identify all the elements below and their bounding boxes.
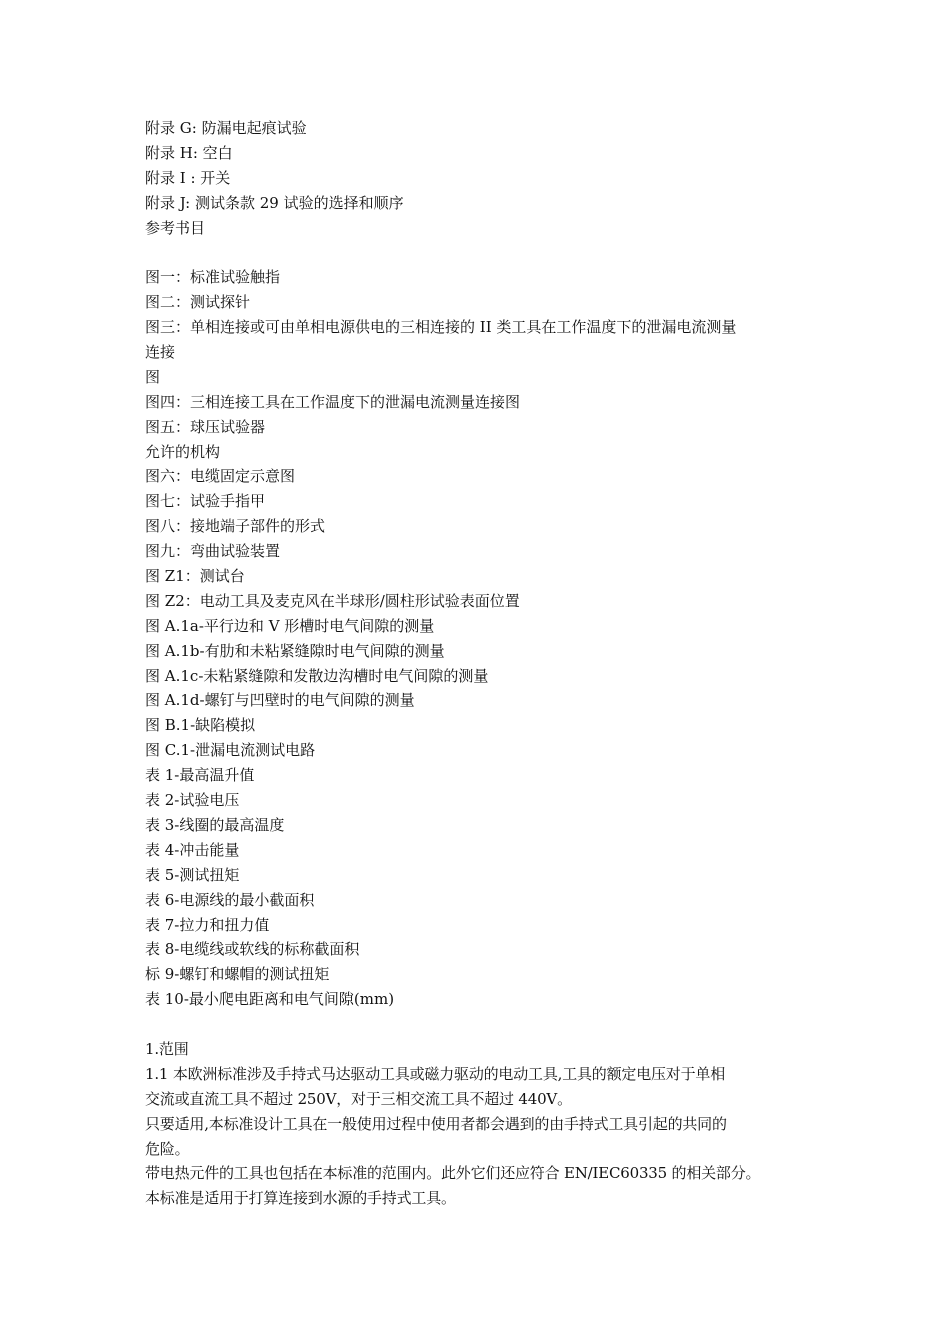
figure-table-list xyxy=(145,265,815,1012)
appendix-item: 附录 H: 空白 xyxy=(145,143,233,162)
appendix-list xyxy=(145,116,815,240)
list-item: 表 1-最高温升值 xyxy=(145,766,255,785)
list-item: 图 xyxy=(145,367,161,386)
list-item: 图 Z1：测试台 xyxy=(145,567,245,586)
scope-section xyxy=(145,1037,815,1211)
list-item: 允许的机构 xyxy=(145,442,221,461)
paragraph-line: 危险。 xyxy=(145,1139,190,1158)
list-item: 图 Z2：电动工具及麦克风在半球形/圆柱形试验表面位置 xyxy=(145,591,520,610)
section-heading: 1.范围 xyxy=(145,1039,189,1058)
list-item: 图 B.1-缺陷模拟 xyxy=(145,716,256,735)
list-item: 图四：三相连接工具在工作温度下的泄漏电流测量连接图 xyxy=(145,392,521,411)
paragraph-line: 本标准是适用于打算连接到水源的手持式工具。 xyxy=(145,1189,456,1208)
spacer xyxy=(145,240,815,265)
list-item: 图一：标准试验触指 xyxy=(145,268,281,287)
list-item: 表 7-拉力和扭力值 xyxy=(145,915,270,934)
list-item: 图 A.1c-未粘紧缝隙和发散边沟槽时电气间隙的测量 xyxy=(145,666,489,685)
paragraph-line: 1.1 本欧洲标准涉及手持式马达驱动工具或磁力驱动的电动工具,工具的额定电压对于单相 xyxy=(145,1064,725,1083)
paragraph-line: 交流或直流工具不超过 250V，对于三相交流工具不超过 440V。 xyxy=(145,1089,572,1108)
paragraph-line: 带电热元件的工具也包括在本标准的范围内。此外它们还应符合 EN/IEC60335 的相关部分。 xyxy=(145,1164,761,1183)
list-item: 表 8-电缆线或软线的标称截面积 xyxy=(145,940,360,959)
document-body xyxy=(145,116,815,1211)
list-item: 图八：接地端子部件的形式 xyxy=(145,517,326,536)
list-item: 图五：球压试验器 xyxy=(145,417,266,436)
list-item: 表 3-线圈的最高温度 xyxy=(145,815,285,834)
list-item: 图七：试验手指甲 xyxy=(145,492,266,511)
list-item: 表 4-冲击能量 xyxy=(145,840,240,859)
list-item: 标 9-螺钉和螺帽的测试扭矩 xyxy=(145,965,330,984)
list-item: 图九：弯曲试验装置 xyxy=(145,542,281,561)
list-item: 图六：电缆固定示意图 xyxy=(145,467,296,486)
spacer xyxy=(145,1012,815,1037)
list-item: 图 A.1b-有肋和未粘紧缝隙时电气间隙的测量 xyxy=(145,641,445,660)
list-item: 表 5-测试扭矩 xyxy=(145,865,240,884)
appendix-item: 附录 J: 测试条款 29 试验的选择和顺序 xyxy=(145,193,404,212)
list-item: 图 A.1a-平行边和 V 形槽时电气间隙的测量 xyxy=(145,616,435,635)
appendix-item: 附录 G: 防漏电起痕试验 xyxy=(145,119,307,137)
bibliography-item: 参考书目 xyxy=(145,218,206,237)
list-item: 连接 xyxy=(145,343,176,362)
appendix-item: 附录 I : 开关 xyxy=(145,168,231,187)
list-item: 图 A.1d-螺钉与凹壁时的电气间隙的测量 xyxy=(145,691,415,710)
list-item: 表 2-试验电压 xyxy=(145,791,240,810)
list-item: 表 6-电源线的最小截面积 xyxy=(145,890,315,909)
list-item: 表 10-最小爬电距离和电气间隙(mm) xyxy=(145,990,395,1009)
list-item: 图三：单相连接或可由单相电源供电的三相连接的 II 类工具在工作温度下的泄漏电流测量 xyxy=(145,318,737,337)
paragraph-line: 只要适用,本标准设计工具在一般使用过程中使用者都会遇到的由手持式工具引起的共同的 xyxy=(145,1114,727,1133)
list-item: 图 C.1-泄漏电流测试电路 xyxy=(145,741,316,760)
list-item: 图二：测试探针 xyxy=(145,293,251,312)
